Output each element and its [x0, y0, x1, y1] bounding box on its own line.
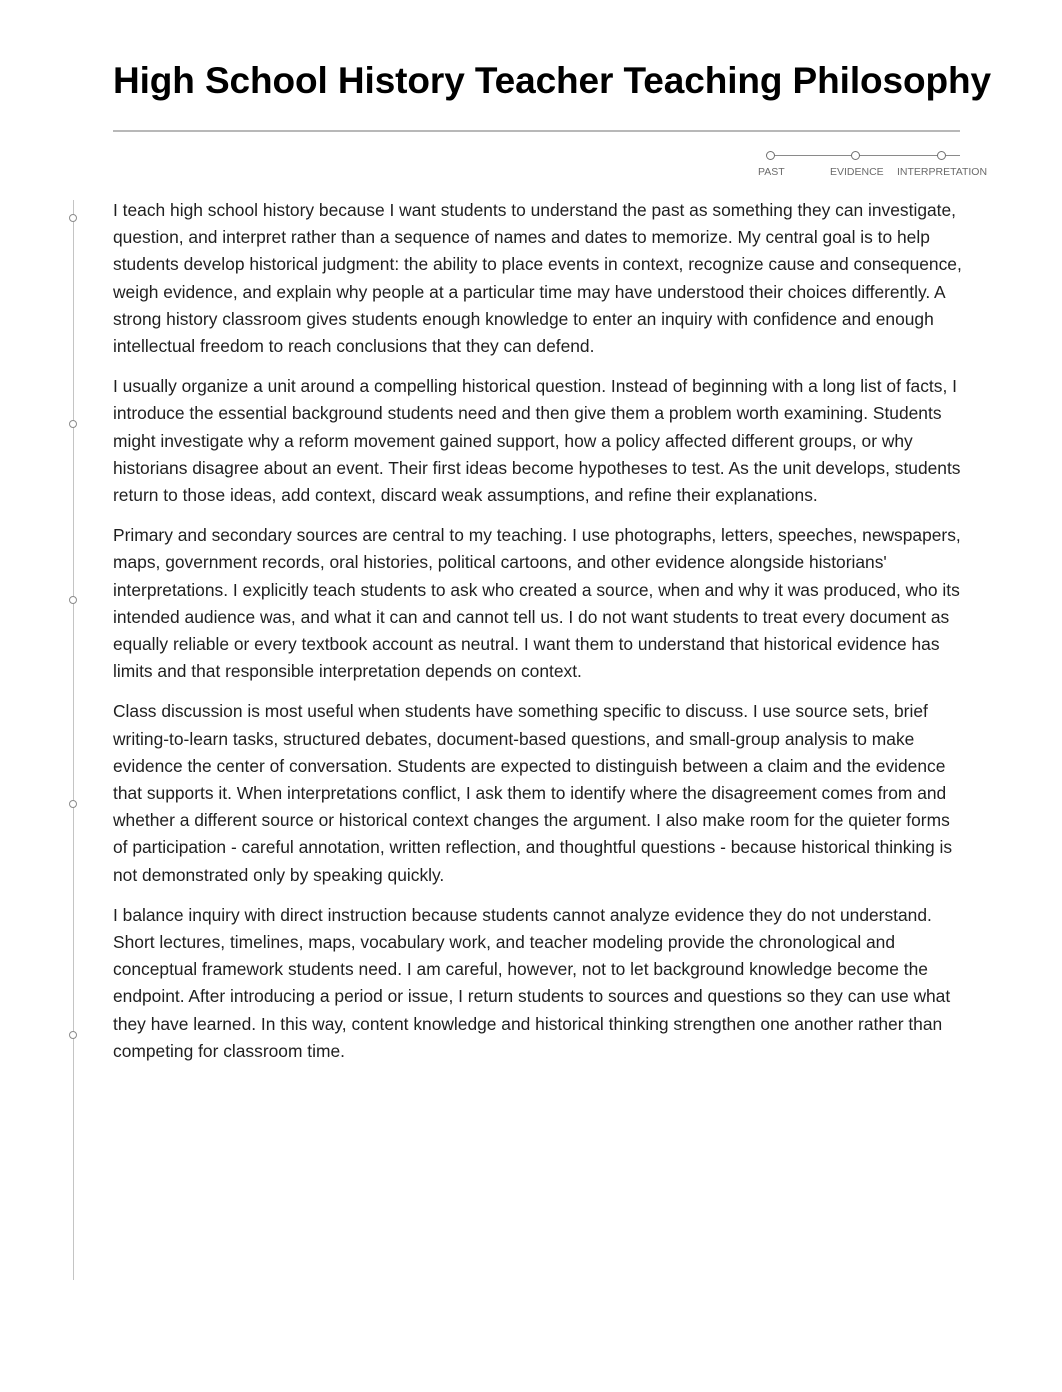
timeline-label-evidence: EVIDENCE — [830, 166, 884, 178]
timeline-label-past: PAST — [758, 166, 785, 178]
document-body — [113, 197, 965, 1078]
timeline-legend-line — [770, 155, 960, 156]
side-timeline-node — [69, 420, 77, 428]
body-paragraph: I balance inquiry with direct instruction because students cannot analyze evidence they do not understand. Short lectures, timelines, maps, vocabulary work, and teacher modeling provide the chronological and conceptual framework students need. I am careful, however, not to let background knowledge become the endpoint. After introducing a period or issue, I return students to sources and questions so they can use what they have learned. In this way, content knowledge and historical thinking strengthen one another rather than competing for classroom time. — [113, 904, 951, 1061]
page-title: High School History Teacher Teaching Philosophy — [113, 60, 991, 101]
timeline-node-evidence — [851, 151, 860, 160]
timeline-node-interpretation — [937, 151, 946, 160]
body-paragraph: I teach high school history because I want students to understand the past as something they can investigate, question, and interpret rather than a sequence of names and dates to memorize. My central goal is to help students develop historical judgment: the ability to place events in context, recognize cause and consequence, weigh evidence, and explain why people at a particular time may have understood their choices differently. A strong history classroom gives students enough knowledge to enter an inquiry with confidence and enough intellectual freedom to reach conclusions that they can defend. — [113, 200, 962, 357]
side-timeline-node — [69, 800, 77, 808]
side-timeline-node — [69, 596, 77, 604]
side-timeline-line — [73, 200, 74, 1280]
title-divider — [113, 130, 960, 132]
body-paragraph: Class discussion is most useful when students have something specific to discuss. I use source sets, brief writing-to-learn tasks, structured debates, document-based questions, and small-group analysis to make evidence the center of conversation. Students are expected to distinguish between a claim and the evidence that supports it. When interpretations conflict, I ask them to identify where the disagreement comes from and whether a different source or historical context changes the argument. I also make room for the quieter forms of participation - careful annotation, written reflection, and thoughtful questions - because historical thinking is not demonstrated only by speaking quickly. — [113, 701, 953, 885]
timeline-legend — [760, 148, 992, 180]
side-timeline-node — [69, 1031, 77, 1039]
timeline-label-interpretation: INTERPRETATION — [897, 166, 988, 178]
body-paragraph: I usually organize a unit around a compelling historical question. Instead of beginning with a long list of facts, I introduce the essential background students need and then give them a problem worth examining. Students might investigate why a reform movement gained support, how a policy affected different groups, or why historians disagree about an event. Their first ideas become hypotheses to test. As the unit develops, students return to those ideas, add context, discard weak assumptions, and refine their explanations. — [113, 376, 961, 506]
side-timeline-node — [69, 214, 77, 222]
body-paragraph: Primary and secondary sources are central to my teaching. I use photographs, letters, speeches, newspapers, maps, government records, oral histories, political cartoons, and other evidence alongside historians' interpretations. I explicitly teach students to ask who created a source, when and why it was produced, who its intended audience was, and what it can and cannot tell us. I do not want students to treat every document as equally reliable or every textbook account as neutral. I want them to understand that historical evidence has limits and that responsible interpretation depends on context. — [113, 525, 961, 682]
timeline-node-past — [766, 151, 775, 160]
